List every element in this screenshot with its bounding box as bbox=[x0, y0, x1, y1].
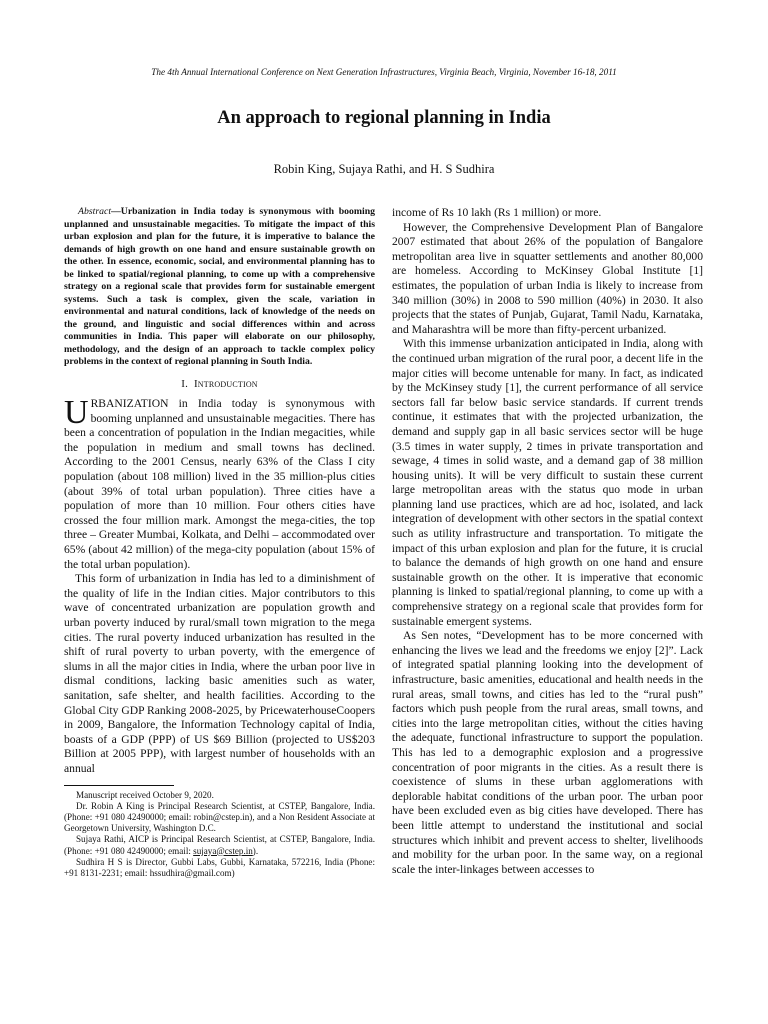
footnote-king: Dr. Robin A King is Principal Research Scientist, at CSTEP, Bangalore, India. (Phone: +91 080 42490000; email: robin@cstep.in), and a Non Resident Associate at Georgetown University, Washington D.C. bbox=[64, 800, 375, 834]
right-paragraph-3: As Sen notes, “Development has to be more concerned with enhancing the lives we lead and the freedoms we enjoy [2]”. Lack of integrated spatial planning looking into the development of infrastructure, basic amenities, educational and health needs in the rural areas, small towns, and cities has led to the “rural push” factors which push people from the rural areas, small towns, and cities into the large metropolitan cities, without the cities having the adequate, functional infrastructure to support the population. This has led to a demographic explosion and a progressive concentration of poor migrants in the cities. As a result there is coexistence of slums in these urban agglomerations with deplorable habitat conditions of the urban poor. The urban poor have been excluded even as big cities have developed. There has been little attempt to understand the institutional and social structures which inhibit and prevent access to shelter, livelihoods and mobility for the urban poor. In the same way, on a regional scale the inter-linkages between accesses to bbox=[392, 629, 703, 876]
conference-header: The 4th Annual International Conference on Next Generation Infrastructures, Virginia Beach, Virginia, November 16-18, 2011 bbox=[151, 67, 617, 77]
right-paragraph-1: However, the Comprehensive Development Plan of Bangalore 2007 estimated that about 26% of the population of Bangalore metropolitan area live in squatter settlements and another 80,000 are homeless. According to McKinsey Global Institute [1] estimates, the population of urban India is likely to increase from 340 million (30%) in 2008 to 590 million (40%) in 2030. It also projects that the states of Punjab, Gujarat, Tamil Nadu, Karnataka, and Maharashtra will be more than fifty-percent urbanized. bbox=[392, 220, 703, 336]
right-paragraph-2: With this immense urbanization anticipated in India, along with the continued urban migration of the rural poor, a decent life in the major cities will become untenable for many. In fact, as indicated by the McKinsey study [1], the current performance of all service sectors fall far below basic service standards. If current trends continue, it estimates that with the projected urbanization, the demand and supply gap in all basic services sector will be huge (3.5 times in water supply, 2 times in private transportation and sewage, 4 times in solid waste, and a demand gap of 38 million housing units). It will be very difficult to sustain these current large metropolitan areas with the status quo mode in urban planning land use practices, which are ad hoc, isolated, and lack integration of development with other sectors in the spatial context such as utility infrastructure and transportation. To mitigate the impact of this urban explosion and plan for the future, it is crucial to balance the demands of high growth on one hand and ensure sustainable growth on the other. It is imperative that economic planning is linked to spatial/regional planning, to come up with a comprehensive strategy on a regional scale that provides form for sustainable emergent systems. bbox=[392, 337, 703, 628]
footnote-received: Manuscript received October 9, 2020. bbox=[76, 789, 214, 800]
abstract-label: Abstract bbox=[78, 206, 112, 217]
intro-paragraph-1 bbox=[64, 394, 375, 572]
footnote-divider bbox=[64, 785, 174, 786]
section-number: I. bbox=[181, 377, 189, 390]
footnote-rathi bbox=[64, 834, 375, 856]
section-title: Introduction bbox=[193, 377, 258, 390]
footnote-rathi-text: Sujaya Rathi, AICP is Principal Research Scientist, at CSTEP, Bangalore, India. (Phone: +91 080 42490000; email: bbox=[64, 834, 375, 856]
right-paragraph-continuation: income of Rs 10 lakh (Rs 1 million) or more. bbox=[392, 206, 602, 219]
paper-title: An approach to regional planning in India bbox=[217, 108, 551, 128]
intro-paragraph-2: This form of urbanization in India has led to a diminishment of the quality of life in the Indian cities. Major contributors to this wave of concentrated urbanization are population growth and urban poverty induced by rural/small town migration to the mega cities. The rural poverty induced urbanization has resulted in the shift of rural poverty to urban poverty, with the emergence of slums in all the major cities in India, where the urban poor live in dismal conditions, lacking basic amenities such as water, sanitation, safe shelter, and health facilities. According to the Global City GDP Ranking 2008-2025, by PricewaterhouseCoopers in 2009, Bangalore, the Information Technology capital of India, boasts of a GDP (PPP) of US $69 Billion (projected to US$203 Billion at 2005 PPP), with largest number of households with an annual bbox=[64, 572, 375, 775]
right-column bbox=[392, 206, 703, 877]
abstract-dash: — bbox=[111, 206, 121, 217]
intro-paragraph-1-text: RBANIZATION in India today is synonymous with booming unplanned and unsustainable megacities. There has been a concentration of population in the Indian megacities, while the population in medium and small towns has declined. According to the 2001 Census, nearly 63% of the Class I city population (about 108 million) lived in the 35 million-plus cities (about 39% of total urban population). Three cities have a population of more than 10 million. Four others cities have crossed the four million mark. Amongst the mega-cities, the top three – Greater Mumbai, Kolkata, and Delhi – accommodated over 65% (about 42 million) of the mega-city population (about 15% of the total urban population). bbox=[64, 397, 375, 571]
abstract bbox=[64, 206, 375, 369]
drop-cap: U bbox=[64, 394, 89, 432]
author-list: Robin King, Sujaya Rathi, and H. S Sudhira bbox=[273, 162, 495, 176]
footnotes bbox=[64, 790, 375, 880]
left-column bbox=[64, 206, 375, 879]
footnote-sudhira: Sudhira H S is Director, Gubbi Labs, Gubbi, Karnataka, 572216, India (Phone: +91 8131-2231; email: hssudhira@gmail.com) bbox=[64, 856, 375, 878]
rathi-email-link[interactable]: sujaya@cstep.in bbox=[193, 845, 253, 856]
footnote-rathi-end: ). bbox=[252, 845, 259, 856]
abstract-text: Urbanization in India today is synonymous with booming unplanned and unsustainable megacities. To mitigate the impact of this urban explosion and plan for the future, it is imperative to balance the demands of high growth on one hand and ensure sustainable growth on the other. In essence, economic, social, and environmental planning has to be linked to spatial/regional planning, to come up with a comprehensive strategy on a regional scale that provides form for sustainable emergent systems. Such a task is complex, given the scale, variation in environmental and natural conditions, lack of knowledge of the needs on the ground, and linguistic and social differences within and across communities in India. This paper will elaborate on our philosophy, methodology, and the design of an approach to tackle complex policy problems in the context of regional planning in South India. bbox=[64, 206, 375, 367]
section-heading-introduction bbox=[64, 377, 375, 392]
